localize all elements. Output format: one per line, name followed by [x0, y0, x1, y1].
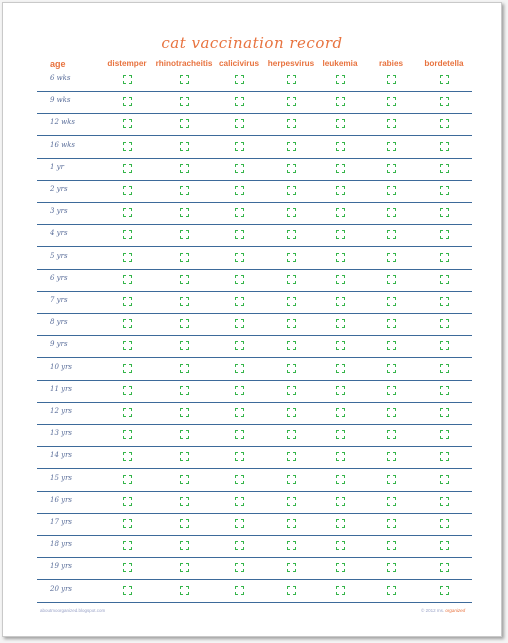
checkbox-distemper[interactable] — [123, 319, 132, 328]
column-header-calicivirus: calicivirus — [218, 59, 260, 68]
checkbox-rhinotracheitis[interactable] — [180, 475, 189, 484]
checkbox-calicivirus[interactable] — [235, 408, 244, 417]
checkbox-bordetella[interactable] — [440, 253, 449, 262]
checkbox-rabies[interactable] — [387, 119, 396, 128]
table-row — [37, 447, 472, 469]
table-row — [37, 137, 472, 159]
checkbox-calicivirus[interactable] — [235, 430, 244, 439]
checkbox-calicivirus[interactable] — [235, 275, 244, 284]
checkbox-calicivirus[interactable] — [235, 364, 244, 373]
checkbox-leukemia[interactable] — [336, 386, 345, 395]
footer-blog-url: aboutmoorganized.blogspot.com — [40, 608, 106, 613]
checkbox-distemper[interactable] — [123, 142, 132, 151]
age-label: 15 yrs — [50, 473, 73, 482]
checkbox-leukemia[interactable] — [336, 586, 345, 595]
age-label: 2 yrs — [50, 185, 68, 193]
checkbox-rabies[interactable] — [387, 364, 396, 373]
age-label: 6 yrs — [50, 273, 68, 282]
checkbox-distemper[interactable] — [123, 186, 132, 195]
checkbox-calicivirus[interactable] — [235, 497, 244, 506]
checkbox-rhinotracheitis[interactable] — [180, 586, 189, 595]
checkbox-herpesvirus[interactable] — [287, 164, 296, 173]
checkbox-leukemia[interactable] — [336, 230, 345, 239]
footer-brand: organized — [445, 608, 466, 613]
table-row — [37, 558, 472, 580]
checkbox-rhinotracheitis[interactable] — [180, 253, 189, 262]
checkbox-rhinotracheitis[interactable] — [180, 164, 189, 173]
checkbox-herpesvirus[interactable] — [287, 119, 296, 128]
checkbox-herpesvirus[interactable] — [287, 341, 296, 350]
checkbox-rabies[interactable] — [387, 253, 396, 262]
checkbox-distemper[interactable] — [123, 341, 132, 350]
age-label: 5 yrs — [50, 251, 68, 260]
age-label: 17 yrs — [50, 518, 73, 526]
checkbox-bordetella[interactable] — [440, 119, 449, 128]
checkbox-leukemia[interactable] — [336, 430, 345, 439]
table-row — [37, 70, 472, 92]
checkbox-distemper[interactable] — [123, 452, 132, 461]
checkbox-leukemia[interactable] — [336, 119, 345, 128]
table-row — [37, 225, 472, 247]
table-row — [37, 248, 472, 270]
checkbox-herpesvirus[interactable] — [287, 75, 296, 84]
table-row — [37, 514, 472, 536]
footer-copyright — [421, 608, 465, 613]
checkbox-calicivirus[interactable] — [235, 452, 244, 461]
checkbox-bordetella[interactable] — [440, 186, 449, 195]
checkbox-bordetella[interactable] — [440, 563, 449, 572]
table-row — [37, 425, 472, 447]
checkbox-herpesvirus[interactable] — [287, 275, 296, 284]
checkbox-rhinotracheitis[interactable] — [180, 208, 189, 217]
checkbox-rabies[interactable] — [387, 341, 396, 350]
checkbox-leukemia[interactable] — [336, 297, 345, 306]
checkbox-calicivirus[interactable] — [235, 341, 244, 350]
checkbox-rabies[interactable] — [387, 208, 396, 217]
checkbox-calicivirus[interactable] — [235, 386, 244, 395]
table-row — [37, 470, 472, 492]
checkbox-rhinotracheitis[interactable] — [180, 97, 189, 106]
checkbox-rabies[interactable] — [387, 475, 396, 484]
checkbox-bordetella[interactable] — [440, 497, 449, 506]
checkbox-distemper[interactable] — [123, 430, 132, 439]
checkbox-calicivirus[interactable] — [235, 586, 244, 595]
checkbox-bordetella[interactable] — [440, 541, 449, 550]
checkbox-rabies[interactable] — [387, 519, 396, 528]
checkbox-rhinotracheitis[interactable] — [180, 364, 189, 373]
column-header-distemper: distemper — [107, 59, 147, 68]
table-row — [37, 336, 472, 358]
age-label: 12 yrs — [50, 407, 73, 415]
checkbox-bordetella[interactable] — [440, 319, 449, 328]
checkbox-rabies[interactable] — [387, 497, 396, 506]
table-row — [37, 181, 472, 203]
checkbox-rhinotracheitis[interactable] — [180, 341, 189, 350]
checkbox-distemper[interactable] — [123, 230, 132, 239]
age-label: 4 yrs — [50, 229, 68, 238]
checkbox-rhinotracheitis[interactable] — [180, 563, 189, 572]
checkbox-rabies[interactable] — [387, 541, 396, 550]
age-label: 14 yrs — [50, 451, 73, 460]
checkbox-leukemia[interactable] — [336, 408, 345, 417]
checkbox-bordetella[interactable] — [440, 408, 449, 417]
age-label: 16 wks — [50, 140, 75, 149]
checkbox-rhinotracheitis[interactable] — [180, 142, 189, 151]
checkbox-distemper[interactable] — [123, 586, 132, 595]
checkbox-herpesvirus[interactable] — [287, 586, 296, 595]
column-header-rhinotracheitis: rhinotracheitis — [155, 59, 213, 68]
checkbox-distemper[interactable] — [123, 75, 132, 84]
age-label: 9 yrs — [50, 340, 68, 349]
column-header-herpesvirus: herpesvirus — [267, 59, 315, 68]
checkbox-bordetella[interactable] — [440, 297, 449, 306]
table-row — [37, 359, 472, 381]
checkbox-bordetella[interactable] — [440, 97, 449, 106]
checkbox-distemper[interactable] — [123, 475, 132, 484]
checkbox-leukemia[interactable] — [336, 541, 345, 550]
table-row — [37, 492, 472, 514]
checkbox-calicivirus[interactable] — [235, 541, 244, 550]
checkbox-distemper[interactable] — [123, 297, 132, 306]
table-row — [37, 270, 472, 292]
checkbox-distemper[interactable] — [123, 208, 132, 217]
checkbox-bordetella[interactable] — [440, 341, 449, 350]
checkbox-herpesvirus[interactable] — [287, 386, 296, 395]
checkbox-calicivirus[interactable] — [235, 230, 244, 239]
checkbox-calicivirus[interactable] — [235, 475, 244, 484]
checkbox-bordetella[interactable] — [440, 452, 449, 461]
checkbox-rabies[interactable] — [387, 452, 396, 461]
checkbox-rhinotracheitis[interactable] — [180, 319, 189, 328]
table-row — [37, 381, 472, 403]
age-label: 3 yrs — [50, 207, 68, 216]
checkbox-rabies[interactable] — [387, 319, 396, 328]
column-header-bordetella: bordetella — [424, 59, 464, 68]
checkbox-rabies[interactable] — [387, 142, 396, 151]
checkbox-bordetella[interactable] — [440, 586, 449, 595]
checkbox-leukemia[interactable] — [336, 497, 345, 506]
checkbox-bordetella[interactable] — [440, 475, 449, 484]
checkbox-bordetella[interactable] — [440, 230, 449, 239]
checkbox-leukemia[interactable] — [336, 208, 345, 217]
checkbox-herpesvirus[interactable] — [287, 208, 296, 217]
table-row — [37, 114, 472, 136]
checkbox-calicivirus[interactable] — [235, 142, 244, 151]
checkbox-rhinotracheitis[interactable] — [180, 75, 189, 84]
row-divider — [37, 602, 472, 603]
page-title: cat vaccination record — [161, 34, 343, 52]
checkbox-leukemia[interactable] — [336, 563, 345, 572]
checkbox-calicivirus[interactable] — [235, 75, 244, 84]
checkbox-leukemia[interactable] — [336, 253, 345, 262]
checkbox-leukemia[interactable] — [336, 341, 345, 350]
checkbox-leukemia[interactable] — [336, 319, 345, 328]
checkbox-bordetella[interactable] — [440, 275, 449, 284]
checkbox-calicivirus[interactable] — [235, 208, 244, 217]
checkbox-bordetella[interactable] — [440, 208, 449, 217]
age-label: 7 yrs — [50, 296, 68, 304]
age-label: 6 wks — [50, 74, 71, 82]
checkbox-herpesvirus[interactable] — [287, 97, 296, 106]
checkbox-herpesvirus[interactable] — [287, 475, 296, 484]
checkbox-herpesvirus[interactable] — [287, 430, 296, 439]
checkbox-rabies[interactable] — [387, 563, 396, 572]
checkbox-leukemia[interactable] — [336, 142, 345, 151]
age-label: 10 yrs — [50, 362, 73, 371]
checkbox-leukemia[interactable] — [336, 75, 345, 84]
checkbox-calicivirus[interactable] — [235, 297, 244, 306]
column-header-age: age — [50, 59, 66, 69]
checkbox-rabies[interactable] — [387, 408, 396, 417]
table-row — [37, 403, 472, 425]
checkbox-herpesvirus[interactable] — [287, 253, 296, 262]
checkbox-rhinotracheitis[interactable] — [180, 519, 189, 528]
checkbox-distemper[interactable] — [123, 275, 132, 284]
checkbox-distemper[interactable] — [123, 164, 132, 173]
checkbox-rhinotracheitis[interactable] — [180, 386, 189, 395]
table-row — [37, 581, 472, 603]
checkbox-rabies[interactable] — [387, 586, 396, 595]
checkbox-rhinotracheitis[interactable] — [180, 230, 189, 239]
checkbox-distemper[interactable] — [123, 97, 132, 106]
checkbox-herpesvirus[interactable] — [287, 563, 296, 572]
table-row — [37, 92, 472, 114]
age-label: 12 wks — [50, 118, 75, 127]
checkbox-herpesvirus[interactable] — [287, 364, 296, 373]
checkbox-calicivirus[interactable] — [235, 519, 244, 528]
checkbox-distemper[interactable] — [123, 497, 132, 506]
checkbox-calicivirus[interactable] — [235, 119, 244, 128]
checkbox-bordetella[interactable] — [440, 142, 449, 151]
checkbox-calicivirus[interactable] — [235, 253, 244, 262]
checkbox-calicivirus[interactable] — [235, 186, 244, 195]
checkbox-herpesvirus[interactable] — [287, 142, 296, 151]
checkbox-rhinotracheitis[interactable] — [180, 497, 189, 506]
checkbox-rabies[interactable] — [387, 430, 396, 439]
checkbox-bordetella[interactable] — [440, 164, 449, 173]
checkbox-rabies[interactable] — [387, 297, 396, 306]
age-label: 18 yrs — [50, 540, 73, 549]
checkbox-rabies[interactable] — [387, 186, 396, 195]
checkbox-rabies[interactable] — [387, 275, 396, 284]
column-header-rabies: rabies — [378, 59, 404, 68]
checkbox-distemper[interactable] — [123, 386, 132, 395]
checkbox-distemper[interactable] — [123, 519, 132, 528]
checkbox-rhinotracheitis[interactable] — [180, 186, 189, 195]
checkbox-rabies[interactable] — [387, 386, 396, 395]
checkbox-rhinotracheitis[interactable] — [180, 541, 189, 550]
vaccination-record-page — [2, 2, 502, 637]
checkbox-calicivirus[interactable] — [235, 319, 244, 328]
checkbox-herpesvirus[interactable] — [287, 230, 296, 239]
table-row — [37, 159, 472, 181]
age-label: 16 yrs — [50, 495, 73, 504]
checkbox-calicivirus[interactable] — [235, 97, 244, 106]
checkbox-leukemia[interactable] — [336, 275, 345, 284]
checkbox-distemper[interactable] — [123, 253, 132, 262]
checkbox-herpesvirus[interactable] — [287, 186, 296, 195]
table-row — [37, 203, 472, 225]
checkbox-herpesvirus[interactable] — [287, 497, 296, 506]
checkbox-leukemia[interactable] — [336, 452, 345, 461]
checkbox-rhinotracheitis[interactable] — [180, 452, 189, 461]
checkbox-leukemia[interactable] — [336, 164, 345, 173]
checkbox-rhinotracheitis[interactable] — [180, 430, 189, 439]
checkbox-herpesvirus[interactable] — [287, 319, 296, 328]
checkbox-distemper[interactable] — [123, 541, 132, 550]
checkbox-rabies[interactable] — [387, 97, 396, 106]
checkbox-bordetella[interactable] — [440, 364, 449, 373]
checkbox-rabies[interactable] — [387, 230, 396, 239]
checkbox-herpesvirus[interactable] — [287, 519, 296, 528]
checkbox-herpesvirus[interactable] — [287, 541, 296, 550]
checkbox-rabies[interactable] — [387, 75, 396, 84]
table-row — [37, 292, 472, 314]
checkbox-distemper[interactable] — [123, 364, 132, 373]
checkbox-herpesvirus[interactable] — [287, 408, 296, 417]
checkbox-leukemia[interactable] — [336, 475, 345, 484]
footer-copyright-prefix: © 2012 ms. — [421, 608, 445, 613]
checkbox-rhinotracheitis[interactable] — [180, 275, 189, 284]
checkbox-bordetella[interactable] — [440, 386, 449, 395]
checkbox-rabies[interactable] — [387, 164, 396, 173]
age-label: 8 yrs — [50, 318, 68, 327]
checkbox-herpesvirus[interactable] — [287, 297, 296, 306]
checkbox-leukemia[interactable] — [336, 186, 345, 195]
checkbox-rhinotracheitis[interactable] — [180, 297, 189, 306]
age-label: 19 yrs — [50, 562, 73, 571]
age-label: 13 yrs — [50, 429, 73, 438]
checkbox-leukemia[interactable] — [336, 97, 345, 106]
checkbox-herpesvirus[interactable] — [287, 452, 296, 461]
checkbox-bordetella[interactable] — [440, 75, 449, 84]
age-label: 20 yrs — [50, 584, 73, 593]
checkbox-calicivirus[interactable] — [235, 563, 244, 572]
checkbox-rhinotracheitis[interactable] — [180, 408, 189, 417]
table-row — [37, 536, 472, 558]
age-label: 11 yrs — [50, 384, 73, 393]
checkbox-distemper[interactable] — [123, 119, 132, 128]
column-header-leukemia: leukemia — [322, 59, 358, 68]
checkbox-bordetella[interactable] — [440, 519, 449, 528]
checkbox-leukemia[interactable] — [336, 364, 345, 373]
checkbox-rhinotracheitis[interactable] — [180, 119, 189, 128]
age-label: 9 wks — [50, 96, 71, 105]
checkbox-bordetella[interactable] — [440, 430, 449, 439]
checkbox-distemper[interactable] — [123, 563, 132, 572]
checkbox-distemper[interactable] — [123, 408, 132, 417]
age-label: 1 yr — [50, 162, 64, 171]
table-row — [37, 314, 472, 336]
checkbox-leukemia[interactable] — [336, 519, 345, 528]
checkbox-calicivirus[interactable] — [235, 164, 244, 173]
